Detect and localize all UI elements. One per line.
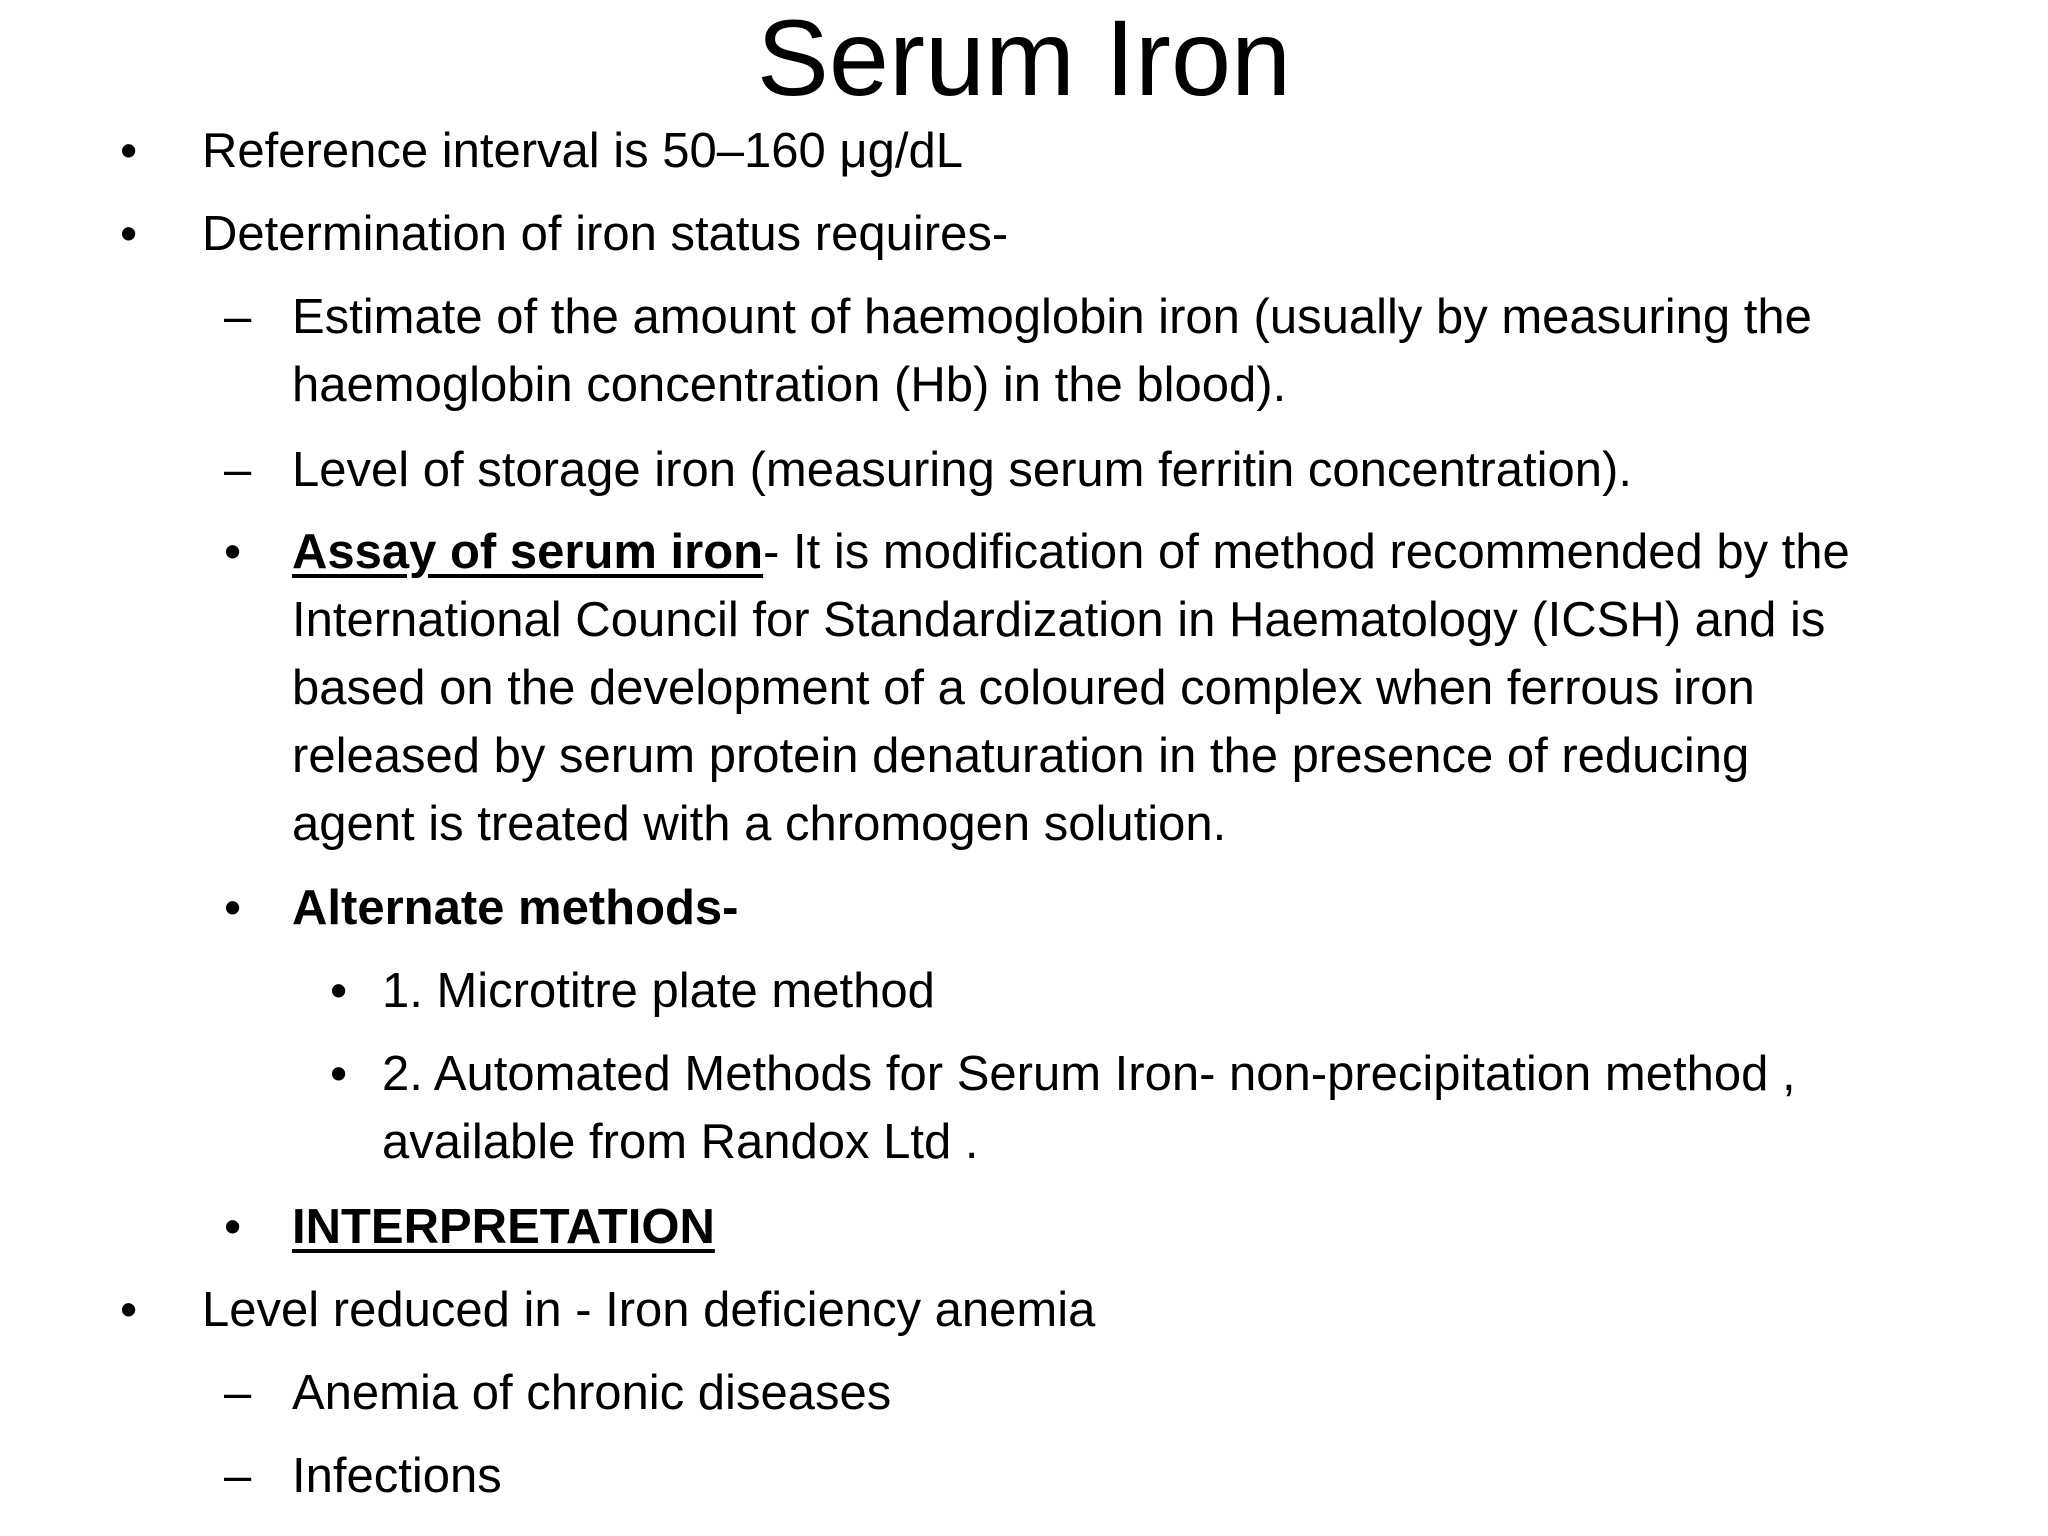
bullet-marker: • bbox=[120, 124, 138, 178]
dash-text: Level of storage iron (measuring serum ferritin concentration). bbox=[292, 443, 1632, 497]
text-line: available from Randox Ltd . bbox=[382, 1115, 979, 1169]
text-line: Estimate of the amount of haemoglobin iron (usually by measuring the bbox=[292, 290, 1812, 344]
bullet-level-reduced bbox=[0, 1276, 2048, 1344]
text-line: based on the development of a coloured complex when ferrous iron bbox=[292, 661, 1755, 715]
bullet-method-1 bbox=[0, 957, 2048, 1025]
interpretation-heading: INTERPRETATION bbox=[292, 1200, 715, 1254]
bullet-determination bbox=[0, 200, 2048, 268]
dash-text: Infections bbox=[292, 1449, 502, 1503]
dash-item-chronic bbox=[0, 1359, 2048, 1427]
bullet-marker: • bbox=[120, 207, 138, 261]
text-line: agent is treated with a chromogen solution. bbox=[292, 797, 1227, 851]
assay-heading: Assay of serum iron bbox=[292, 525, 764, 579]
bullet-marker: • bbox=[224, 525, 242, 579]
bullet-marker: • bbox=[330, 964, 348, 1018]
bullet-marker: • bbox=[224, 1200, 242, 1254]
bullet-interpretation bbox=[0, 1193, 2048, 1261]
bullet-assay bbox=[0, 518, 2048, 858]
text-line: 2. Automated Methods for Serum Iron- non-precipitation method , bbox=[382, 1047, 1796, 1101]
dash-item-infections bbox=[0, 1442, 2048, 1510]
text-line: International Council for Standardization in Haematology (ICSH) and is bbox=[292, 593, 1826, 647]
bullet-marker: • bbox=[224, 881, 242, 935]
method-text: 1. Microtitre plate method bbox=[382, 964, 935, 1018]
bullet-marker: • bbox=[120, 1283, 138, 1337]
bullet-reference bbox=[0, 117, 2048, 185]
dash-item-storage bbox=[0, 436, 2048, 504]
bullet-text: Reference interval is 50–160 μg/dL bbox=[202, 124, 963, 178]
dash-marker: – bbox=[224, 290, 252, 344]
bullet-text: Determination of iron status requires- bbox=[202, 207, 1009, 261]
bullet-method-2 bbox=[0, 1040, 2048, 1176]
dash-marker: – bbox=[224, 1449, 252, 1503]
text-line bbox=[292, 518, 1850, 586]
text-line: released by serum protein denaturation in the presence of reducing bbox=[292, 729, 1750, 783]
dash-text: Anemia of chronic diseases bbox=[292, 1366, 892, 1420]
bullet-marker: • bbox=[330, 1047, 348, 1101]
dash-text bbox=[292, 283, 1812, 419]
dash-marker: – bbox=[224, 1366, 252, 1420]
slide-title: Serum Iron bbox=[756, 0, 1292, 118]
dash-marker: – bbox=[224, 443, 252, 497]
assay-line-rest: - It is modification of method recommended by the bbox=[763, 525, 1850, 579]
bullet-alternate-methods bbox=[0, 874, 2048, 942]
alternate-heading: Alternate methods- bbox=[292, 881, 739, 935]
text-line: haemoglobin concentration (Hb) in the blood). bbox=[292, 358, 1287, 412]
assay-text bbox=[292, 518, 1850, 858]
dash-item-estimate bbox=[0, 283, 2048, 419]
bullet-text: Level reduced in - Iron deficiency anemia bbox=[202, 1283, 1096, 1337]
method-text bbox=[382, 1040, 1796, 1176]
